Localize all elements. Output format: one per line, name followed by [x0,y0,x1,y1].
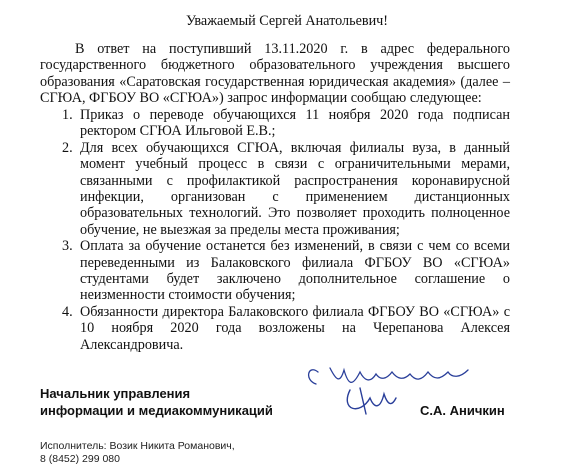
list-item-number: 2. [62,139,73,156]
list-item [40,304,510,353]
intro-paragraph: В ответ на поступивший 13.11.2020 г. в адрес федерального государственного бюджетного образовательного учреждения высшего образования «Саратовская государственная юридическая академия» (далее – СГЮА, ФГБОУ ВО «СГЮА») запрос информации сообщаю следующее: [40,41,510,107]
numbered-list [40,107,510,353]
list-item-text: Обязанности директора Балаковского филиала ФГБОУ ВО «СГЮА» с 10 ноября 2020 года возложены на Черепанова Алексея Александровича. [80,303,510,353]
signatory-title [40,385,273,419]
executor-phone: 8 (8452) 299 080 [40,453,120,465]
list-item-text: Приказ о переводе обучающихся 11 ноября 2020 года подписан ректором СГЮА Ильговой Е.В.; [80,107,510,140]
signatory-title-line: Начальник управления [40,386,191,401]
list-item [40,107,510,140]
signatory-name: С.А. Аничкин [420,403,505,418]
list-item-number: 4. [62,303,73,320]
list-item [40,238,510,304]
list-item-number: 3. [62,238,73,255]
signatory-title-line: информации и медиакоммуникаций [40,403,273,418]
executor-name: Исполнитель: Возик Никита Романович, [40,440,235,452]
list-item-text: Для всех обучающихся СГЮА, включая филиалы вуза, в данный момент учебный процесс в связи с ограничительными мерами, связанными с профилактикой распространения коронавирусной инфекции, организован с применением дистанционных образовательных технологий. Это позволяет проходить полноценное обучение, не выезжая за пределы места проживания; [80,139,510,238]
list-item-text: Оплата за обучение останется без изменений, в связи с чем со всеми переведенными из Балаковского филиала ФГБОУ ВО «СГЮА» студентами будет заключено дополнительное соглашение о неизменности стоимости обучения; [80,238,510,304]
list-item [40,140,510,238]
list-item-number: 1. [62,107,73,123]
salutation: Уважаемый Сергей Анатольевич! [185,13,389,29]
executor-info [40,440,235,466]
